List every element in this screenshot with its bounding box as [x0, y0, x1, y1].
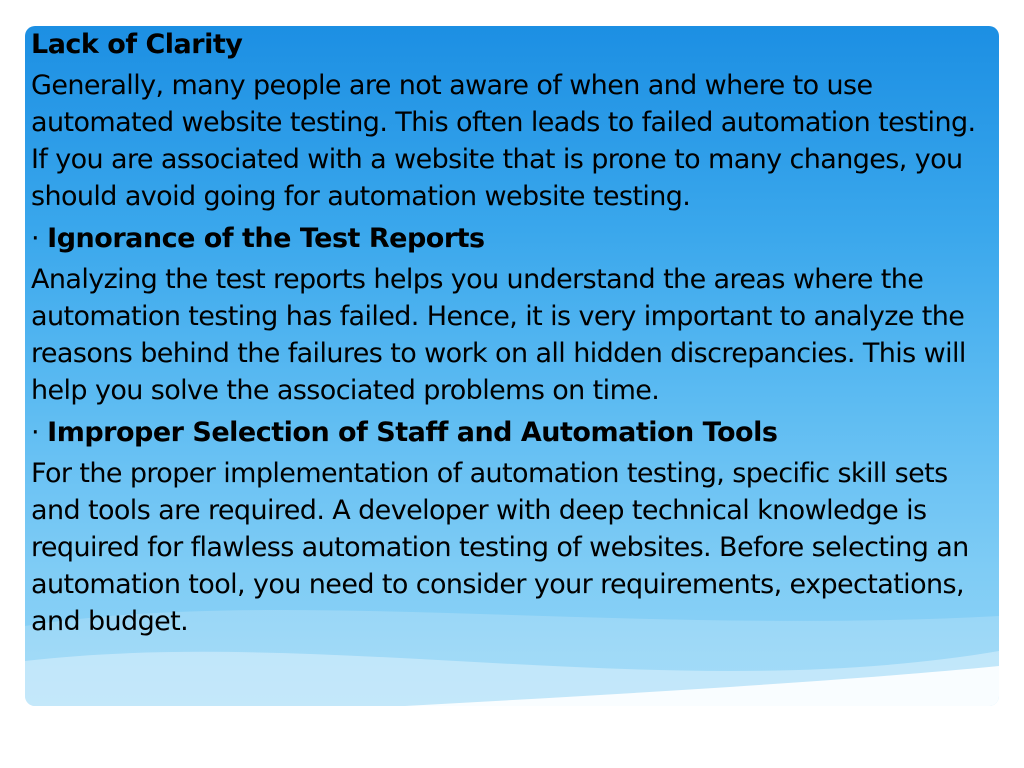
heading-text: Improper Selection of Staff and Automation Tools: [47, 417, 778, 448]
section-body-lack-of-clarity: Generally, many people are not aware of when and where to use automated website testing. This often leads to failed automation testing. If you are associated with a website that is prone to many changes, you should avoid going for automation website testing.: [31, 70, 976, 212]
section-body-ignorance-of-test-reports: Analyzing the test reports helps you understand the areas where the automation testing has failed. Hence, it is very important to analyze the reasons behind the failures to work on all hidden discrepancies. This will help you solve the associated problems on time.: [31, 264, 966, 406]
section-body-improper-selection: For the proper implementation of automation testing, specific skill sets and tools are required. A developer with deep technical knowledge is required for flawless automation testing of websites. Before selecting an automation tool, you need to consider your requirements, expectations, and budget.: [31, 458, 969, 637]
section-heading-improper-selection: [31, 415, 996, 451]
bullet-marker: ·: [31, 223, 48, 254]
section-heading-lack-of-clarity: [31, 27, 996, 63]
section-heading-ignorance-of-test-reports: [31, 221, 996, 257]
bullet-marker: ·: [31, 417, 48, 448]
heading-text: Lack of Clarity: [31, 29, 243, 60]
slide-text: [31, 27, 996, 646]
heading-text: Ignorance of the Test Reports: [47, 223, 485, 254]
